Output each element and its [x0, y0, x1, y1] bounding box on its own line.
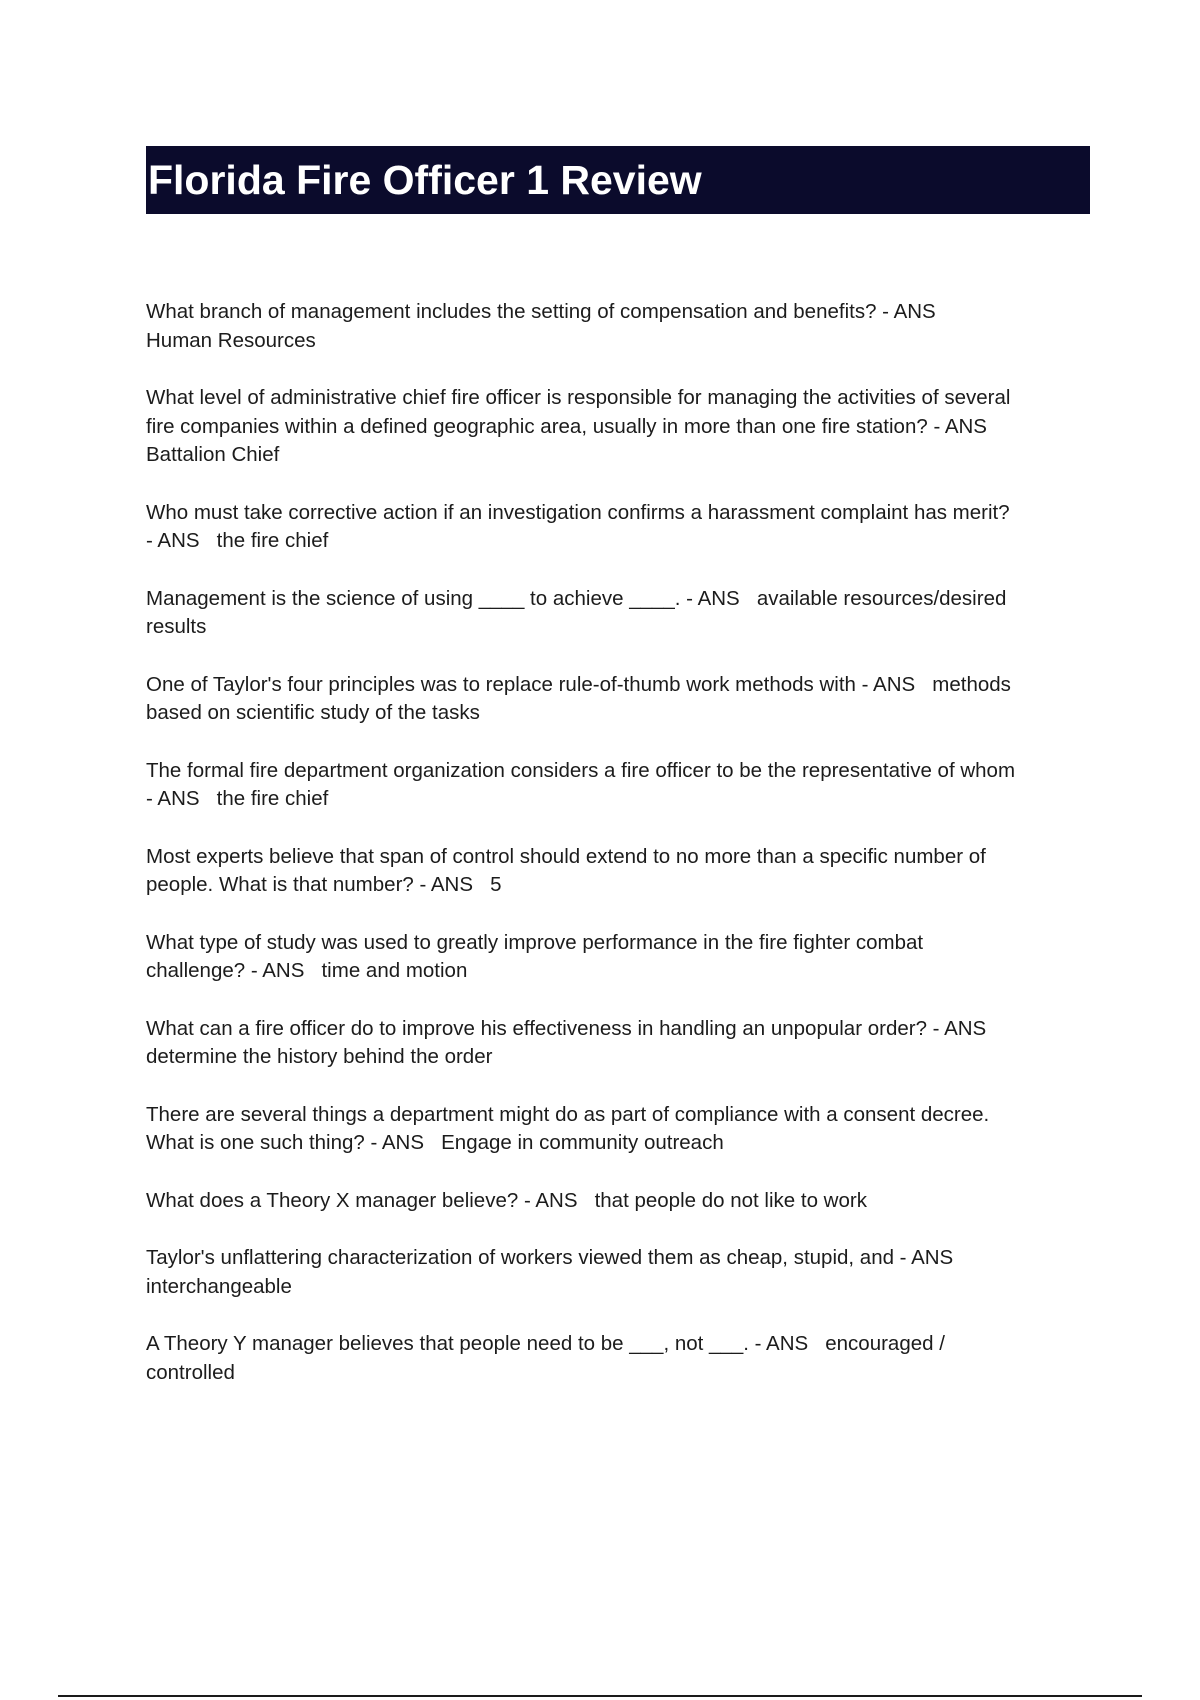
qa-item: Who must take corrective action if an investigation confirms a harassment complaint has merit? - ANS the fire chief [146, 500, 1010, 552]
qa-item: There are several things a department might do as part of compliance with a consent decree. What is one such thing? - ANS Engage in community outreach [146, 1102, 990, 1154]
qa-item: Management is the science of using ____ to achieve ____. - ANS available resources/desired results [146, 586, 1007, 638]
qa-item: A Theory Y manager believes that people need to be ___, not ___. - ANS encouraged / controlled [146, 1332, 945, 1384]
qa-item: One of Taylor's four principles was to replace rule-of-thumb work methods with - ANS methods based on scientific study of the tasks [146, 672, 1011, 724]
title-banner [146, 146, 1090, 214]
qa-list [146, 298, 1090, 1416]
qa-item: The formal fire department organization considers a fire officer to be the representative of whom - ANS the fire chief [146, 758, 1016, 810]
footer-divider [58, 1695, 1142, 1697]
qa-item: What can a fire officer do to improve his effectiveness in handling an unpopular order? - ANS determine the history behind the order [146, 1016, 987, 1068]
qa-item: Taylor's unflattering characterization of workers viewed them as cheap, stupid, and - ANS interchangeable [146, 1246, 954, 1298]
page-title: Florida Fire Officer 1 Review [148, 156, 702, 203]
qa-item: What level of administrative chief fire officer is responsible for managing the activities of several fire companies within a defined geographic area, usually in more than one fire station? - ANS Battalion Chief [146, 386, 1011, 466]
qa-item: What branch of management includes the setting of compensation and benefits? - ANS Human Resources [146, 300, 936, 352]
qa-item: Most experts believe that span of control should extend to no more than a specific number of people. What is that number? - ANS 5 [146, 844, 986, 896]
qa-item: What does a Theory X manager believe? - ANS that people do not like to work [146, 1188, 867, 1212]
qa-item: What type of study was used to greatly improve performance in the fire fighter combat challenge? - ANS time and motion [146, 930, 924, 982]
